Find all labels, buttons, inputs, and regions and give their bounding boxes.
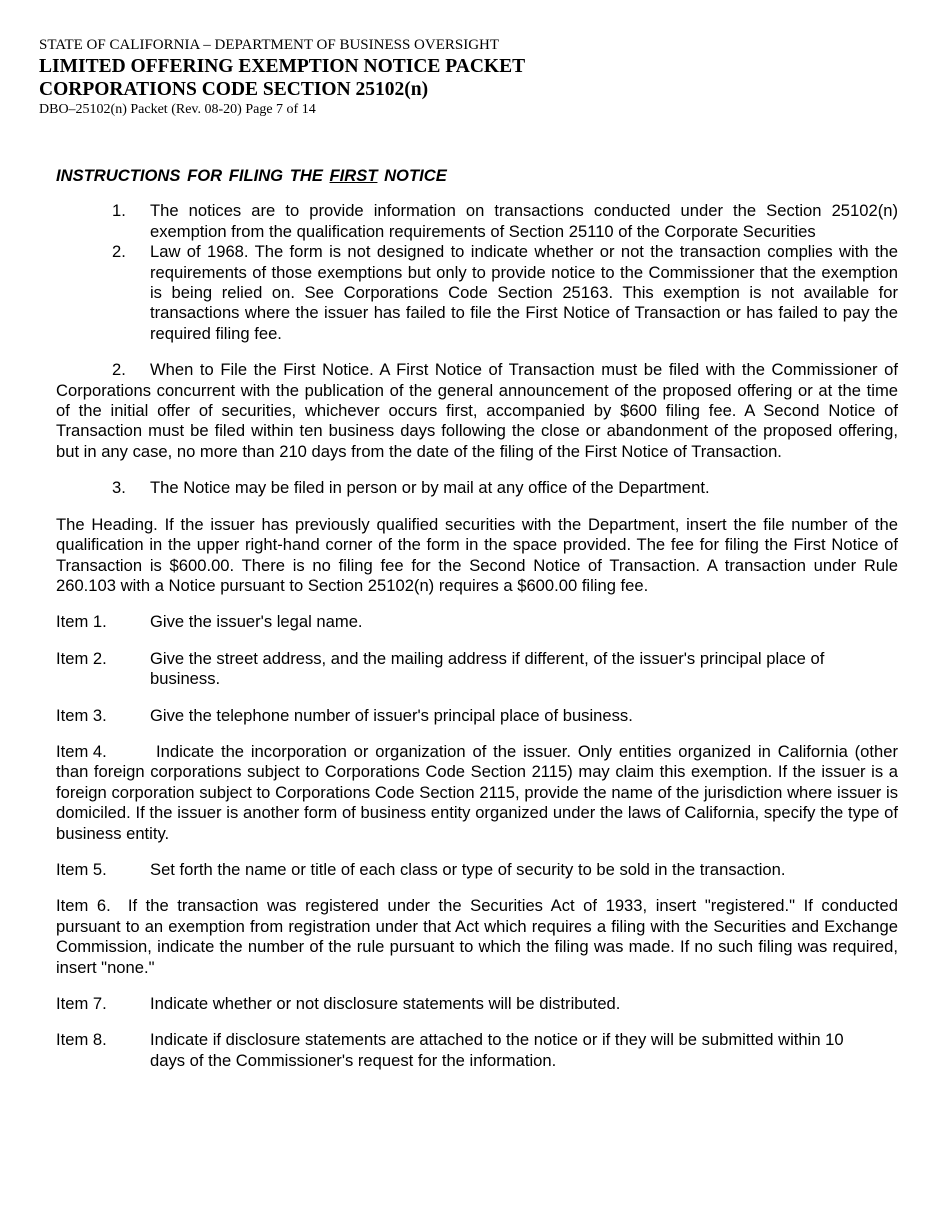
numbered-list [56, 201, 898, 344]
item-4: Item 4. Indicate the incorporation or organization of the issuer. Only entities organized in California (other than foreign corporations subject to Corporations Code Section 2115) may claim this exemption. If the issuer is a foreign corporation subject to Corporations Code Section 2115, provide the name of the jurisdiction where issuer is domiciled. If the issuer is another form of business entity organized under the laws of California, specify the type of business entity. [56, 741, 898, 843]
code-section-title: CORPORATIONS CODE SECTION 25102(n) [39, 79, 429, 100]
revision-line: DBO–25102(n) Packet (Rev. 08-20) Page 7 of 14 [39, 102, 316, 117]
page-header [39, 35, 739, 119]
item-6: Item 6. If the transaction was registered under the Securities Act of 1933, insert "registered." If conducted pursuant to an exemption from registration under that Act which requires a filing with the Securities and Exchange Commission, indicate the number of the rule pursuant to which the filing was made. If no such filing was required, insert "none." [56, 896, 898, 977]
heading-emphasis: FIRST [329, 166, 378, 185]
item-3: Item 3. Give the telephone number of issuer's principal place of business. [56, 705, 633, 725]
item-8: Item 8. Indicate if disclosure statements are attached to the notice or if they will be submitted within 10 days of the Commissioner's request for the information. [56, 1030, 844, 1070]
when-to-file-paragraph: 2. When to File the First Notice. A First Notice of Transaction must be filed with the Commissioner of Corporations concurrent with the publication of the general announcement of the proposed offering or at the time of the initial offer of securities, whichever occurs first, accompanied by $600 filing fee. A Second Notice of Transaction must be filed within ten business days following the close or abandonment of the proposed offering, but in any case, no more than 210 days from the date of the filing of the First Notice of Transaction. [56, 360, 898, 461]
item-2: Item 2. Give the street address, and the mailing address if different, of the issuer's principal place of business. [56, 648, 825, 689]
instructions-body [56, 166, 898, 1087]
item-1: Item 1. Give the issuer's legal name. [56, 612, 363, 632]
where-to-file-item: 3. The Notice may be filed in person or by mail at any office of the Department. [112, 478, 710, 498]
item-5: Item 5. Set forth the name or title of each class or type of security to be sold in the transaction. [56, 859, 786, 879]
list-item: 1. The notices are to provide information on transactions conducted under the Section 25102(n) exemption from the qualification requirements of Section 25110 of the Corporate Securities [112, 201, 898, 241]
agency-line: STATE OF CALIFORNIA – DEPARTMENT OF BUSINESS OVERSIGHT [39, 37, 500, 53]
list-item: 2. Law of 1968. The form is not designed to indicate whether or not the transaction complies with the requirements of those exemptions but only to provide notice to the Commissioner that the exemption is being relied on. See Corporations Code Section 25163. This exemption is not available for transactions where the issuer has failed to file the First Notice of Transaction or has failed to pay the required filing fee. [112, 242, 898, 343]
packet-title: LIMITED OFFERING EXEMPTION NOTICE PACKET [39, 56, 526, 77]
heading-paragraph: The Heading. If the issuer has previously qualified securities with the Department, insert the file number of the qualification in the upper right-hand corner of the form in the space provided. The fee for filing the First Notice of Transaction is $600.00. There is no filing fee for the Second Notice of Transaction. A transaction under Rule 260.103 with a Notice pursuant to Section 25102(n) requires a $600.00 filing fee. [56, 514, 898, 595]
item-7: Item 7. Indicate whether or not disclosure statements will be distributed. [56, 994, 621, 1013]
instructions-heading: INSTRUCTIONS FOR FILING THE FIRST NOTICE [56, 166, 447, 185]
